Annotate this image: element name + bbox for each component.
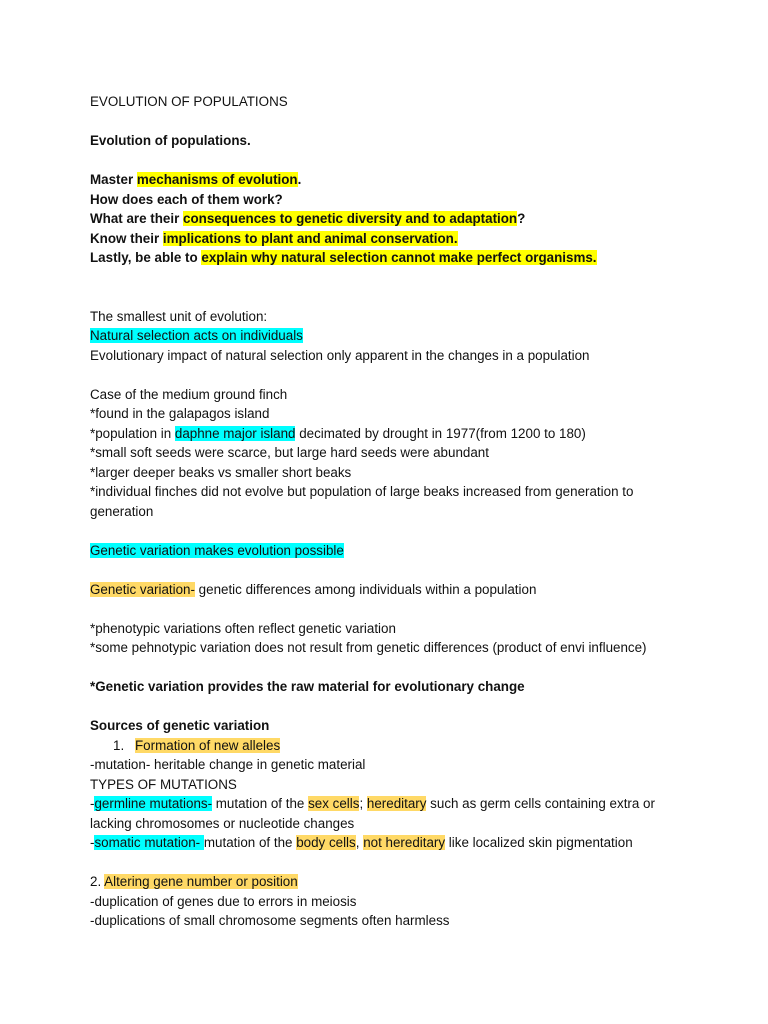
somatic-text: like localized skin pigmentation xyxy=(445,835,633,850)
goal-text: . xyxy=(297,172,302,187)
germline-dash: - xyxy=(90,796,95,811)
finch-bullet-4: *larger deeper beaks vs smaller short beaks xyxy=(90,464,352,480)
variation-term: Genetic variation- xyxy=(90,581,195,597)
germline-sex-cells: sex cells xyxy=(308,796,360,811)
document-title: EVOLUTION OF POPULATIONS xyxy=(90,94,288,109)
finch-highlight: daphne major island xyxy=(174,425,296,441)
sources-item-1 xyxy=(90,736,690,756)
finch-heading: Case of the medium ground finch xyxy=(90,386,288,402)
document-page xyxy=(90,92,690,931)
variation-point-2: *some pehnotypic variation does not result from genetic differences (product of envi influence) xyxy=(90,640,647,655)
goal-line-1 xyxy=(90,170,690,190)
goal-line-4 xyxy=(90,229,690,249)
goal-line-2: How does each of them work? xyxy=(90,191,283,207)
somatic-not-hereditary: not hereditary xyxy=(363,835,446,850)
germline-text: ; xyxy=(359,796,367,811)
goal-text: ? xyxy=(517,211,526,226)
goal-text: Lastly, be able to xyxy=(90,250,202,265)
somatic-text: , xyxy=(355,835,364,850)
variation-headline-line xyxy=(90,541,690,561)
sources-item-1-label: Formation of new alleles xyxy=(135,737,281,753)
sources-item-2-label: Altering gene number or position xyxy=(104,874,298,889)
goal-text: Master xyxy=(90,172,137,187)
somatic-text: mutation of the xyxy=(203,835,297,850)
goal-highlight: mechanisms of evolution xyxy=(136,172,298,187)
duplication-line-2: -duplications of small chromosome segments often harmless xyxy=(90,913,450,928)
finch-bullet-3: *small soft seeds were scarce, but large hard seeds were abundant xyxy=(90,445,489,460)
finch-text: decimated by drought in 1977(from 1200 to 180) xyxy=(295,425,586,441)
germline-text: such as germ cells containing extra or xyxy=(426,796,655,811)
somatic-mutation-line xyxy=(90,833,690,853)
goal-highlight: consequences to genetic diversity and to adaptation xyxy=(183,211,518,226)
finch-bullet-5: *individual finches did not evolve but population of large beaks increased from generation to xyxy=(90,484,634,499)
section-subtitle: Evolution of populations. xyxy=(90,133,251,148)
goal-line-3 xyxy=(90,209,690,229)
goal-text: Know their xyxy=(90,230,163,246)
germline-text: mutation of the xyxy=(212,796,309,811)
goal-highlight: explain why natural selection cannot make perfect organisms. xyxy=(201,250,597,265)
sources-heading: Sources of genetic variation xyxy=(90,718,270,733)
goal-text: What are their xyxy=(90,211,184,226)
unit-text: Evolutionary impact of natural selection only apparent in the changes in a population xyxy=(90,347,590,363)
unit-heading: The smallest unit of evolution: xyxy=(90,308,268,324)
finch-bullet-2 xyxy=(90,424,690,444)
finch-bullet-5-continued: generation xyxy=(90,503,154,519)
germline-mutation-continued: lacking chromosomes or nucleotide changes xyxy=(90,815,355,831)
sources-item-2 xyxy=(90,872,690,892)
variation-raw-material: *Genetic variation provides the raw material for evolutionary change xyxy=(90,679,525,694)
variation-def-text: genetic differences among individuals within a population xyxy=(194,581,537,597)
unit-highlight-line xyxy=(90,326,690,346)
variation-headline: Genetic variation makes evolution possible xyxy=(90,542,344,558)
finch-bullet-1: *found in the galapagos island xyxy=(90,406,270,421)
somatic-dash: - xyxy=(90,835,95,850)
mutation-definition: -mutation- heritable change in genetic material xyxy=(90,757,366,772)
germline-mutation-line xyxy=(90,794,690,814)
list-number: 2. xyxy=(90,874,105,889)
germline-hereditary: hereditary xyxy=(366,796,427,811)
duplication-line-1: -duplication of genes due to errors in meiosis xyxy=(90,893,357,909)
finch-text: *population in xyxy=(90,425,175,441)
germline-term: germline mutations- xyxy=(94,796,213,811)
unit-highlight: Natural selection acts on individuals xyxy=(90,328,303,343)
variation-definition xyxy=(90,580,690,600)
somatic-term: somatic mutation- xyxy=(94,835,204,850)
list-number: 1. xyxy=(113,737,125,753)
goal-highlight: implications to plant and animal conservation. xyxy=(162,230,458,246)
variation-point-1: *phenotypic variations often reflect genetic variation xyxy=(90,620,396,636)
somatic-body-cells: body cells xyxy=(296,835,356,850)
mutation-types-heading: TYPES OF MUTATIONS xyxy=(90,776,237,792)
goal-line-5 xyxy=(90,248,690,268)
